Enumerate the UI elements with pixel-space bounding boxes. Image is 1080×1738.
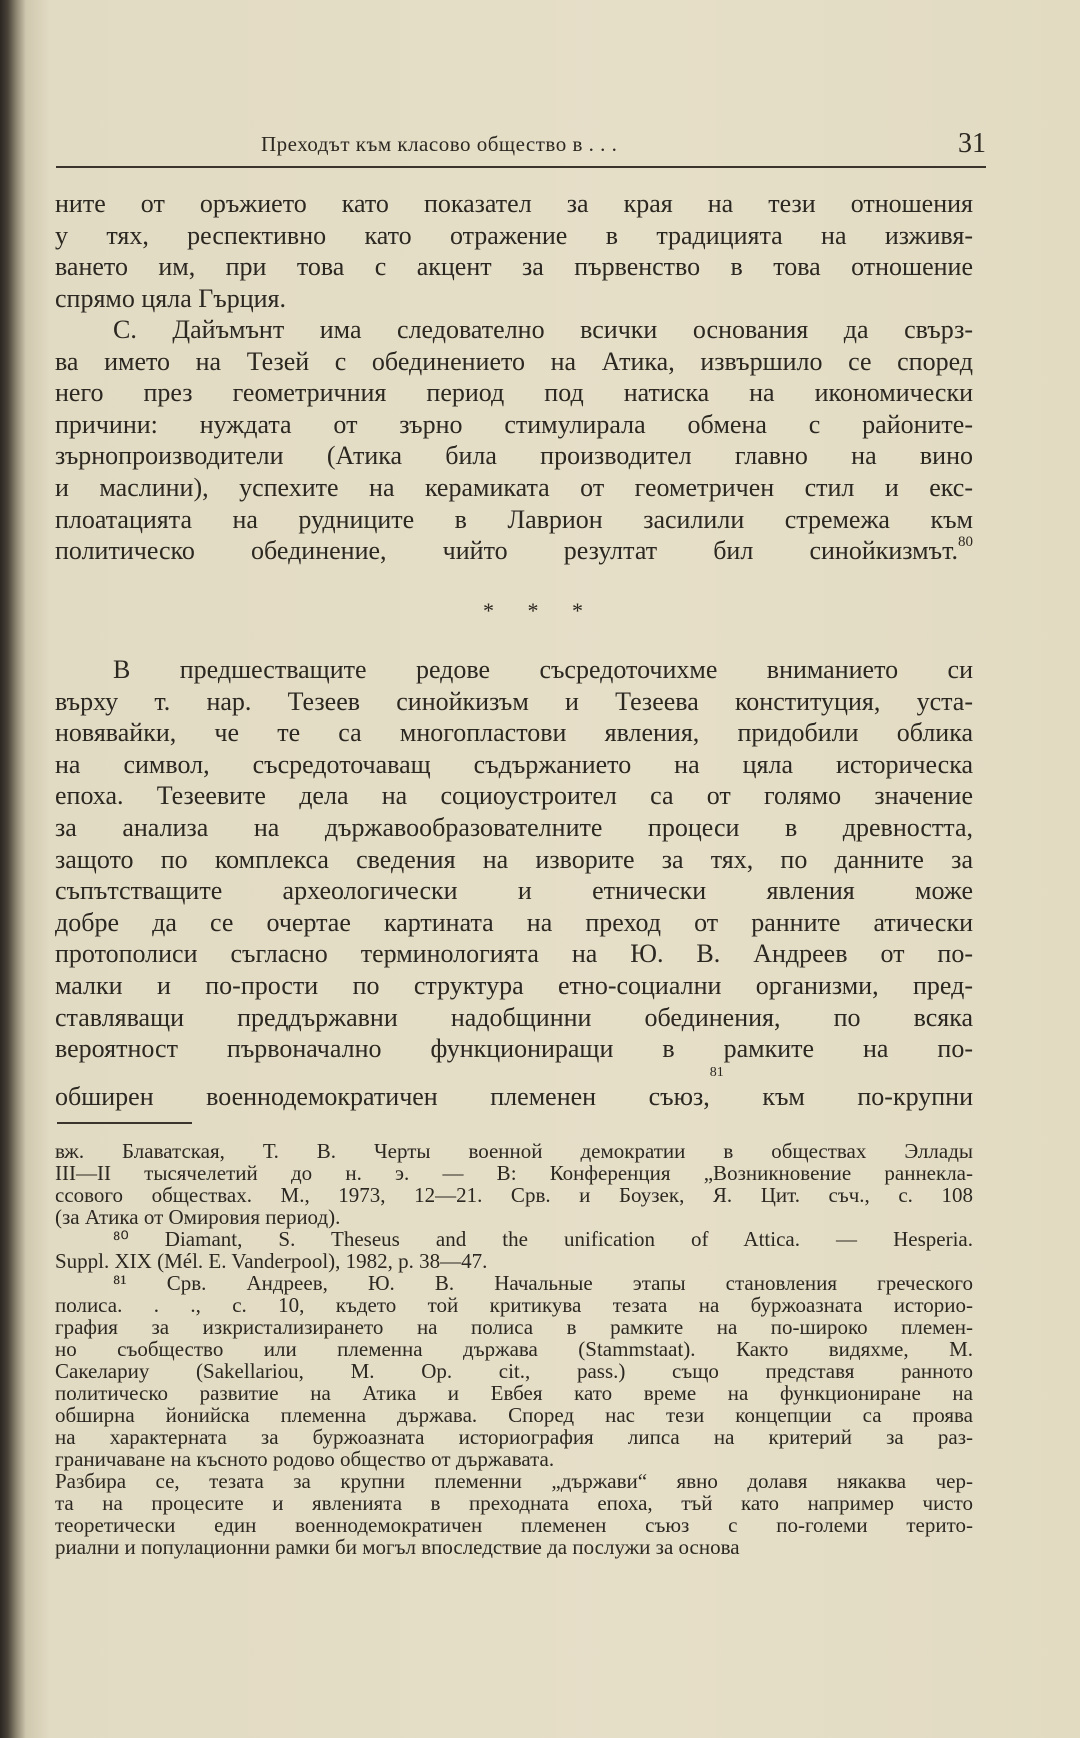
- footnote-line: та на процесите и явленията в преходната епоха, тъй като например чисто: [55, 1491, 973, 1515]
- footnote-line: вж. Блаватская, Т. В. Черты военной демократии в обществах Эллады: [55, 1139, 973, 1163]
- text-line: ните от оръжието като показател за края на тези отношения: [55, 189, 973, 218]
- footnote-line: риални и популационни рамки би могъл впоследствие да послужи за основа: [55, 1535, 740, 1559]
- text-line: зърнопроизводители (Атика била производител главно на вино: [55, 441, 973, 471]
- paragraph-theseus-synoikism: [55, 654, 973, 1112]
- text-line: политическо обединение, чийто резултат бил синойкизмът.$^{80}$: [55, 534, 973, 566]
- footnote-line: ⁸¹ Срв. Андреев, Ю. В. Начальные этапы становления греческого: [113, 1271, 973, 1295]
- footnote-line: Разбира се, тезата за крупни племенни „държави“ явно долавя някаква чер-: [55, 1469, 973, 1493]
- text-line: него през геометричния период под натиска на икономически: [55, 378, 973, 408]
- text-line: обширен военнодемократичен племенен съюз, към по-крупни 81: [55, 1064, 973, 1111]
- text-line: добре да се очертае картината на преход от ранните атически: [55, 907, 973, 937]
- running-header: [56, 130, 986, 162]
- footnote-ref-81[interactable]: 81: [709, 1064, 724, 1080]
- footnote-line: III—II тысячелетий до н. э. — В: Конференция „Возникновение раннекла-: [55, 1161, 973, 1185]
- text-line: С. Дайъмънт има следователно всички основания да свърз-: [113, 315, 973, 344]
- footnote-line: Suppl. XIX (Mél. E. Vanderpool), 1982, p. 38—47.: [55, 1249, 488, 1273]
- footnote-line: но съобщество или племенна държава (Stammstaat). Както видяхме, М.: [55, 1337, 973, 1361]
- footnote-line: на характерната за буржоазната историография липса на критерий за раз-: [55, 1425, 973, 1449]
- text-line: у тях, респективно като отражение в традицията на изживя-: [55, 220, 973, 250]
- text-line: ването им, при това с акцент за първенство в това отношение: [55, 252, 973, 282]
- header-rule: [56, 166, 986, 168]
- text-line: защото по комплекса сведения на изворите за тях, по данните за: [55, 844, 973, 874]
- footnote-line: (за Атика от Омировия период).: [55, 1205, 341, 1229]
- text-line: новявайки, че те са многопластови явления, придобили облика: [55, 718, 973, 748]
- footnote-line: полиса. . ., с. 10, където той критикува тезата на буржоазната историо-: [55, 1293, 973, 1317]
- text-line: върху т. нар. Тезеев синойкизъм и Тезеева конституция, уста-: [55, 686, 973, 716]
- footnote-line: ⁸⁰ Diamant, S. Theseus and the unification of Attica. — Hesperia.: [113, 1227, 973, 1251]
- text-line: на символ, съсредоточаващ съдържанието на цяла историческа: [55, 749, 973, 779]
- text-line: ва името на Тезей с обединението на Атика, извършило се според: [55, 346, 973, 376]
- text-line: епоха. Тезеевите дела на социоустроител са от голямо значение: [55, 781, 973, 811]
- text-line: ставляващи преддържавни надобщинни обединения, по всяка: [55, 1002, 973, 1032]
- text-line: причини: нуждата от зърно стимулирала обмена с районите-: [55, 409, 973, 439]
- text-line: вероятност първоначално функциониращи в рамките на по-: [55, 1034, 973, 1064]
- footnote-ref-80[interactable]: 80: [958, 534, 973, 551]
- footnote-line: графия за изкристализирането на полиса в рамките на по-широко племен-: [55, 1315, 973, 1339]
- text-line: плоатацията на рудниците в Лаврион засилили стремежа към: [55, 504, 973, 534]
- text-line: за анализа на държавообразователните процеси в древността,: [55, 812, 973, 842]
- footnote-rule: [57, 1122, 192, 1124]
- text-line: съпътстващите археологически и етнически явления може: [55, 876, 973, 906]
- footnote-line: политическо развитие на Атика и Евбея като време на функциониране на: [55, 1381, 973, 1405]
- paragraph-dayamant: [55, 314, 973, 567]
- text-line: малки и по-прости по структура етно-социални организми, пред-: [55, 970, 973, 1000]
- text-line: В предшестващите редове съсредоточихме вниманието си: [113, 655, 973, 684]
- running-title: Преходът към класово общество в . . .: [261, 132, 618, 156]
- footnote-line: Сакелариу (Sakellariou, M. Op. cit., pass.) също представя ранното: [55, 1359, 973, 1383]
- text-line: протополиси съгласно терминологията на Ю. В. Андреев от по-: [55, 939, 973, 969]
- paragraph-continuation: [55, 188, 973, 314]
- page-number: 31: [958, 128, 986, 159]
- footnote-line: граничаване на късното родово общество от държавата.: [55, 1447, 555, 1471]
- footnote-line: обширна йонийска племенна държава. Според нас тези концепции са проява: [55, 1403, 973, 1427]
- section-separator: * * *: [483, 598, 597, 623]
- footnotes: [55, 1140, 973, 1558]
- text-line: и маслини), успехите на керамиката от геометричен стил и екс-: [55, 472, 973, 502]
- footnote-line: ссового обществах. М., 1973, 12—21. Срв. и Боузек, Я. Цит. съч., с. 108: [55, 1183, 973, 1207]
- footnote-line: теоретически един военнодемократичен племенен съюз с по-големи терито-: [55, 1513, 973, 1537]
- text-line: спрямо цяла Гърция.: [55, 283, 287, 313]
